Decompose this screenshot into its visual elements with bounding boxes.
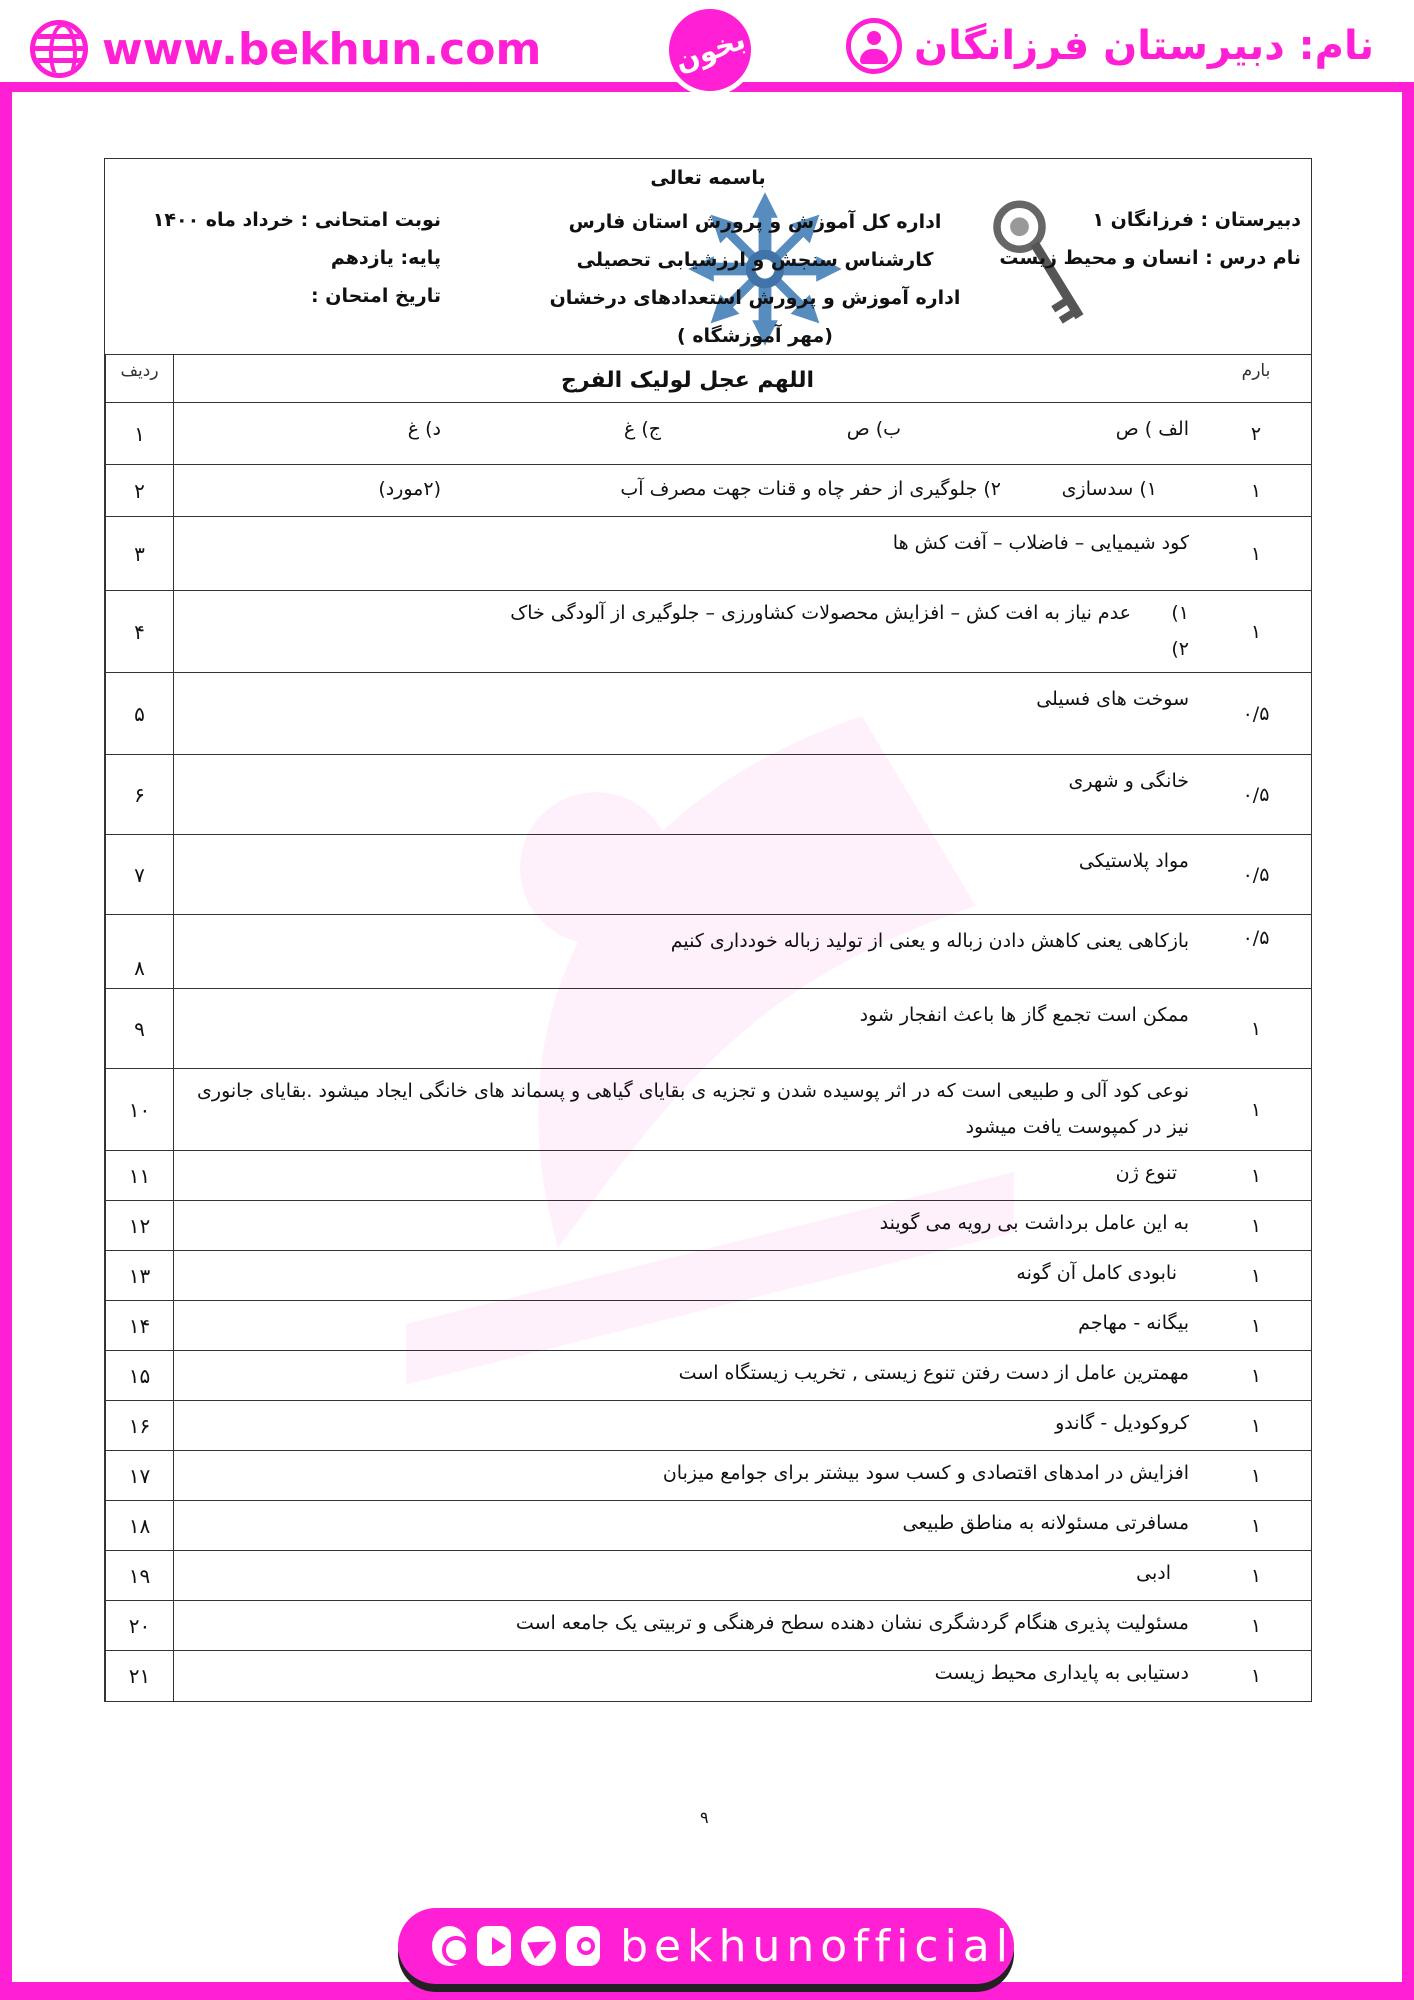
table-row <box>105 989 1311 1069</box>
answer-cell <box>173 591 1201 672</box>
answer-cell: مهمترین عامل از دست رفتن تنوع زیستی , تخریب زیستگاه است <box>173 1351 1201 1400</box>
row-number: ۱۹ <box>105 1551 173 1600</box>
school-name: دبیرستان : فرزانگان ۱ <box>1092 209 1301 231</box>
answer-option-a: الف ) ص <box>1115 418 1189 440</box>
score-cell: ۱ <box>1250 1514 1262 1537</box>
row-number: ۴ <box>105 591 173 672</box>
score-cell: ۱ <box>1250 542 1262 565</box>
frame-bottom <box>0 1982 1414 2000</box>
frame-right <box>1402 0 1414 2000</box>
header-title <box>846 18 1374 74</box>
row-number: ۱۷ <box>105 1451 173 1500</box>
org-line-2: کارشناس سنجش و ارزشیابی تحصیلی <box>576 249 934 271</box>
score-cell: ۲ <box>1250 422 1262 445</box>
answer-cell: سوخت های فسیلی <box>173 673 1201 754</box>
score-cell: ۱ <box>1250 1364 1262 1387</box>
score-cell: ۱ <box>1250 1665 1262 1687</box>
table-row <box>105 1401 1311 1451</box>
row-number: ۱۱ <box>105 1151 173 1200</box>
answer-cell: به این عامل برداشت بی رویه می گویند <box>173 1201 1201 1250</box>
page-number: ۹ <box>700 1808 709 1827</box>
answer-cell: تنوع ژن <box>173 1151 1201 1200</box>
table-row <box>105 1301 1311 1351</box>
score-cell: ۰/۵ <box>1242 927 1270 949</box>
score-cell: ۱ <box>1250 1414 1262 1437</box>
answer-option-c: ج) غ <box>623 418 661 440</box>
answer-cell: افزایش در امدهای اقتصادی و کسب سود بیشتر برای جوامع میزبان <box>173 1451 1201 1500</box>
answer-part-2: ۲) جلوگیری از حفر چاه و قنات جهت مصرف آب <box>620 478 1001 500</box>
row-number: ۱۸ <box>105 1501 173 1550</box>
column-header-score: بارم <box>1241 361 1271 381</box>
score-cell: ۱ <box>1250 1164 1262 1187</box>
answer-option-b: ب) ص <box>846 418 901 440</box>
answer-sheet <box>104 158 1312 1702</box>
answer-cell: خانگی و شهری <box>173 755 1201 834</box>
answer-cell: بیگانه - مهاجم <box>173 1301 1201 1350</box>
table-row <box>105 1069 1311 1151</box>
table-row <box>105 517 1311 591</box>
answer-cell <box>173 403 1201 464</box>
score-cell: ۱ <box>1250 1464 1262 1487</box>
answer-cell: ادبی <box>173 1551 1201 1600</box>
score-cell: ۰/۵ <box>1242 702 1270 725</box>
globe-icon <box>30 20 88 78</box>
answer-cell <box>173 465 1201 516</box>
score-cell: ۱ <box>1250 1264 1262 1287</box>
row-number: ۳ <box>105 517 173 590</box>
answer-cell: کروکودیل - گاندو <box>173 1401 1201 1450</box>
grade-level: پایه: یازدهم <box>330 247 441 269</box>
answer-part-1: ۱) سدسازی <box>1061 478 1157 500</box>
header-title-text: نام: دبیرستان فرزانگان <box>913 23 1374 69</box>
answer-part-3: (۲مورد) <box>378 478 441 500</box>
column-header-row-number: ردیف <box>105 355 173 402</box>
answer-option-d: د) غ <box>407 418 441 440</box>
table-row <box>105 835 1311 915</box>
row-number: ۱۳ <box>105 1251 173 1300</box>
brand-logo-text: بخون <box>670 22 750 78</box>
score-cell: ۰/۵ <box>1242 863 1270 886</box>
exam-info <box>141 201 441 315</box>
table-row <box>105 1201 1311 1251</box>
score-cell: ۱ <box>1250 1564 1262 1587</box>
answer-cell: بازکاهی یعنی کاهش دادن زباله و یعنی از تولید زباله خودداری کنیم <box>173 915 1201 988</box>
school-info <box>999 201 1301 277</box>
table-title: اللهم عجل لولیک الفرج <box>173 355 1201 402</box>
bismillah: باسمه تعالی <box>650 167 766 189</box>
table-row <box>105 1501 1311 1551</box>
row-number: ۲۰ <box>105 1601 173 1650</box>
table-row <box>105 755 1311 835</box>
answer-line-1: عدم نیاز به افت کش – افزایش محصولات کشاورزی – جلوگیری از آلودگی خاک <box>510 602 1131 624</box>
row-number: ۶ <box>105 755 173 834</box>
table-row <box>105 1651 1311 1701</box>
row-number: ۱ <box>105 403 173 464</box>
score-cell: ۱ <box>1250 1314 1262 1337</box>
table-row <box>105 591 1311 673</box>
instagram-icon[interactable] <box>566 1926 601 1966</box>
table-row <box>105 1351 1311 1401</box>
site-header <box>0 0 1414 92</box>
table-row <box>105 673 1311 755</box>
row-number: ۷ <box>105 835 173 914</box>
website-text: www.bekhun.com <box>102 23 542 75</box>
organization-info <box>545 203 965 355</box>
table-row <box>105 1251 1311 1301</box>
score-cell: ۱ <box>1250 1214 1262 1237</box>
row-number: ۹ <box>105 989 173 1068</box>
org-line-3: اداره آموزش و پرورش استعدادهای درخشان <box>549 287 961 309</box>
row-number: ۱۲ <box>105 1201 173 1250</box>
answer-cell: نابودی کامل آن گونه <box>173 1251 1201 1300</box>
brand-logo[interactable] <box>664 4 756 96</box>
row-number: ۱۵ <box>105 1351 173 1400</box>
telegram-icon[interactable] <box>521 1926 556 1966</box>
answer-cell: مسافرتی مسئولانه به مناطق طبیعی <box>173 1501 1201 1550</box>
social-bar <box>398 1908 1014 1984</box>
row-number: ۱۶ <box>105 1401 173 1450</box>
row-number: ۵ <box>105 673 173 754</box>
table-row <box>105 1451 1311 1501</box>
user-icon <box>846 18 902 74</box>
org-line-1: اداره کل آموزش و پرورش استان فارس <box>568 211 942 233</box>
answer-cell: مسئولیت پذیری هنگام گردشگری نشان دهنده سطح فرهنگی و تربیتی یک جامعه است <box>173 1601 1201 1650</box>
course-name: نام درس : انسان و محیط زیست <box>999 247 1301 269</box>
row-number: ۸ <box>105 915 173 988</box>
table-row <box>105 465 1311 517</box>
row-number: ۲۱ <box>105 1651 173 1701</box>
table-row <box>105 403 1311 465</box>
aparat-icon[interactable] <box>432 1926 467 1966</box>
exam-turn: نوبت امتحانی : خرداد ماه ۱۴۰۰ <box>152 209 441 231</box>
table-row <box>105 915 1311 989</box>
row-number: ۲ <box>105 465 173 516</box>
score-cell: ۱ <box>1250 1098 1262 1121</box>
score-cell: ۱ <box>1250 620 1262 643</box>
exam-date: تاریخ امتحان : <box>311 285 441 307</box>
answer-cell: نوعی کود آلی و طبیعی است که در اثر پوسیده شدن و تجزیه ی بقایای گیاهی و پسماند های خانگی ایجاد میشود .بقایای جانوری نیز در کمپوست یافت میشود <box>173 1069 1201 1150</box>
youtube-icon[interactable] <box>477 1926 512 1966</box>
score-cell: ۱ <box>1250 1614 1262 1637</box>
score-cell: ۱ <box>1250 1017 1262 1040</box>
table-row <box>105 1551 1311 1601</box>
exam-header <box>105 159 1311 355</box>
website-link[interactable] <box>30 20 541 78</box>
answer-line-2-marker: ۲) <box>1171 638 1189 660</box>
row-number: ۱۰ <box>105 1069 173 1150</box>
score-cell: ۰/۵ <box>1242 783 1270 806</box>
table-row <box>105 1151 1311 1201</box>
table-header-row <box>105 355 1311 403</box>
frame-left <box>0 0 12 2000</box>
score-cell: ۱ <box>1250 479 1262 502</box>
school-seal-label: (مهر آموزشگاه ) <box>677 325 833 347</box>
answer-line-1-marker: ۱) <box>1171 602 1189 624</box>
answer-cell: دستیابی به پایداری محیط زیست <box>173 1651 1201 1701</box>
answer-cell: مواد پلاستیکی <box>173 835 1201 914</box>
answer-cell: ممکن است تجمع گاز ها باعث انفجار شود <box>173 989 1201 1068</box>
answer-cell: کود شیمیایی – فاضلاب – آفت کش ها <box>173 517 1201 590</box>
row-number: ۱۴ <box>105 1301 173 1350</box>
table-row <box>105 1601 1311 1651</box>
social-handle[interactable]: bekhunofficial <box>620 1920 1014 1972</box>
